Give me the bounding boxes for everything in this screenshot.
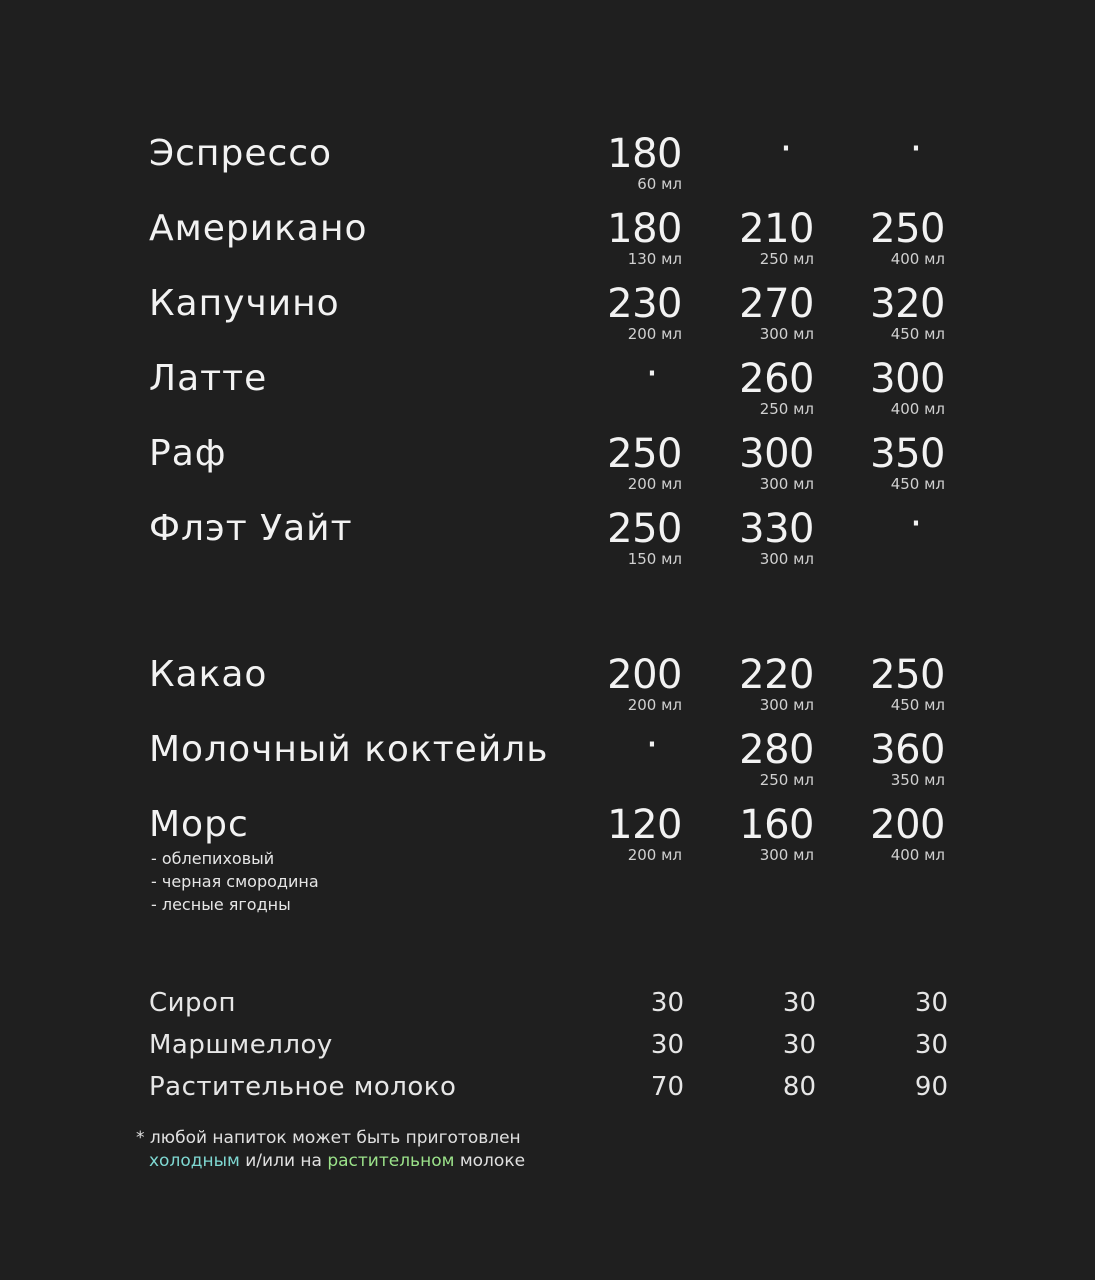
item-name: Молочный коктейль — [149, 729, 549, 770]
addition-price: 30 — [782, 988, 816, 1018]
price-value: 270 — [739, 281, 814, 327]
price-volume: 130 мл — [627, 250, 682, 268]
addition-name: Сироп — [149, 988, 236, 1018]
addition-price: 70 — [650, 1072, 684, 1102]
price-cell — [815, 431, 945, 493]
price-volume: 400 мл — [890, 846, 945, 864]
addition-price: 80 — [782, 1072, 816, 1102]
menu-item — [0, 501, 1095, 579]
variant-label: - облепиховый — [151, 849, 275, 868]
item-name: Эспрессо — [149, 133, 333, 174]
footnote-plant: растительном — [327, 1151, 455, 1171]
price-cell — [684, 727, 814, 789]
addition-price: 30 — [650, 1030, 684, 1060]
price-cell — [552, 506, 682, 568]
item-name: Американо — [149, 208, 368, 249]
footnote-cold: холодным — [149, 1151, 240, 1171]
price-cell — [684, 206, 814, 268]
addition-price: 30 — [914, 1030, 948, 1060]
price-value: 250 — [607, 431, 682, 477]
price-value: 260 — [739, 356, 814, 402]
price-cell — [684, 281, 814, 343]
unavailable-dot: · — [645, 351, 659, 397]
price-volume: 200 мл — [627, 325, 682, 343]
item-name: Капучино — [149, 283, 340, 324]
price-value: 180 — [607, 131, 682, 177]
price-volume: 400 мл — [890, 250, 945, 268]
price-value: 280 — [739, 727, 814, 773]
price-value: 230 — [607, 281, 682, 327]
addition-price: 30 — [782, 1030, 816, 1060]
item-name: Латте — [149, 358, 268, 399]
addition-item — [0, 1071, 1095, 1111]
price-cell — [815, 652, 945, 714]
menu-item — [0, 206, 1095, 279]
unavailable-dot: · — [909, 501, 923, 547]
menu-item — [0, 281, 1095, 354]
price-value: 160 — [739, 802, 814, 848]
price-volume: 250 мл — [759, 250, 814, 268]
price-value: 210 — [739, 206, 814, 252]
price-cell — [684, 431, 814, 493]
price-volume: 450 мл — [890, 325, 945, 343]
variant-label: - черная смородина — [151, 872, 319, 891]
price-value: 250 — [607, 506, 682, 552]
price-volume: 300 мл — [759, 696, 814, 714]
price-cell — [684, 652, 814, 714]
price-value: 120 — [607, 802, 682, 848]
price-value: 320 — [870, 281, 945, 327]
item-name: Какао — [149, 654, 268, 695]
price-value: 360 — [870, 727, 945, 773]
footnote — [136, 1127, 525, 1173]
price-cell — [815, 281, 945, 343]
price-cell — [552, 431, 682, 493]
unavailable-dot: · — [909, 126, 923, 172]
price-value: 250 — [870, 206, 945, 252]
addition-price: 30 — [914, 988, 948, 1018]
price-volume: 300 мл — [759, 475, 814, 493]
footnote-line-1: * любой напиток может быть приготовлен — [136, 1128, 521, 1148]
price-cell — [552, 206, 682, 268]
price-value: 300 — [739, 431, 814, 477]
price-cell — [552, 652, 682, 714]
price-cell — [552, 131, 682, 193]
item-name: Флэт Уайт — [149, 508, 353, 549]
price-cell — [552, 802, 682, 864]
price-volume: 300 мл — [759, 846, 814, 864]
price-value: 250 — [870, 652, 945, 698]
unavailable-dot: · — [645, 722, 659, 768]
price-cell — [684, 802, 814, 864]
price-volume: 450 мл — [890, 696, 945, 714]
item-name: Морс — [149, 804, 249, 845]
price-value: 330 — [739, 506, 814, 552]
price-volume: 150 мл — [627, 550, 682, 568]
addition-name: Растительное молоко — [149, 1072, 457, 1102]
addition-item — [0, 987, 1095, 1027]
price-value: 200 — [607, 652, 682, 698]
footnote-line-2 — [136, 1150, 525, 1173]
menu-item — [0, 431, 1095, 504]
price-volume: 350 мл — [890, 771, 945, 789]
menu-item — [0, 802, 1095, 914]
price-volume: 200 мл — [627, 846, 682, 864]
price-volume: 300 мл — [759, 550, 814, 568]
menu-item — [0, 351, 1095, 429]
price-cell — [684, 506, 814, 568]
price-cell — [815, 206, 945, 268]
item-name: Раф — [149, 433, 227, 474]
footnote-end: молоке — [454, 1151, 526, 1171]
item-variants — [151, 847, 319, 916]
price-volume: 250 мл — [759, 771, 814, 789]
price-cell — [815, 727, 945, 789]
menu-item — [0, 652, 1095, 725]
price-volume: 200 мл — [627, 696, 682, 714]
price-cell — [684, 356, 814, 418]
price-value: 200 — [870, 802, 945, 848]
variant-label: - лесные ягодны — [151, 895, 291, 914]
addition-item — [0, 1029, 1095, 1069]
addition-price: 30 — [650, 988, 684, 1018]
price-volume: 200 мл — [627, 475, 682, 493]
price-volume: 250 мл — [759, 400, 814, 418]
price-value: 220 — [739, 652, 814, 698]
addition-price: 90 — [914, 1072, 948, 1102]
price-volume: 400 мл — [890, 400, 945, 418]
footnote-mid: и/или на — [239, 1151, 328, 1171]
price-volume: 450 мл — [890, 475, 945, 493]
price-volume: 300 мл — [759, 325, 814, 343]
price-value: 350 — [870, 431, 945, 477]
unavailable-dot: · — [779, 126, 793, 172]
price-cell — [552, 281, 682, 343]
menu-item — [0, 722, 1095, 800]
price-volume: 60 мл — [637, 175, 682, 193]
price-cell — [815, 802, 945, 864]
price-cell — [815, 356, 945, 418]
menu-item — [0, 126, 1095, 204]
addition-name: Маршмеллоу — [149, 1030, 333, 1060]
price-value: 300 — [870, 356, 945, 402]
price-value: 180 — [607, 206, 682, 252]
